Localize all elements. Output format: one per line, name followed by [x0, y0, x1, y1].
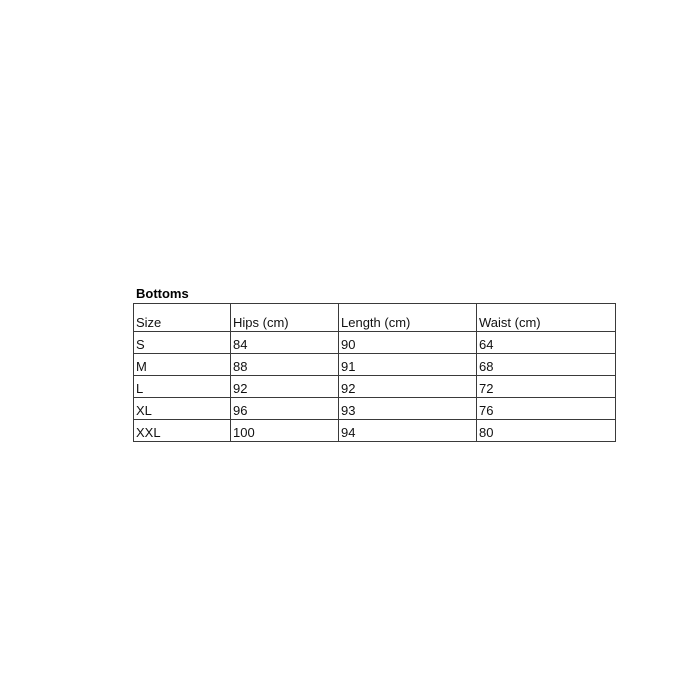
table-row [134, 376, 616, 398]
chart-title: Bottoms [136, 286, 189, 301]
table-header-row [134, 304, 616, 332]
table-row [134, 398, 616, 420]
size-table [133, 303, 616, 442]
cell-hips: 96 [231, 398, 339, 420]
cell-length: 93 [339, 398, 477, 420]
table-row [134, 420, 616, 442]
cell-waist: 64 [477, 332, 616, 354]
column-header-hips: Hips (cm) [231, 304, 339, 332]
cell-length: 91 [339, 354, 477, 376]
cell-hips: 88 [231, 354, 339, 376]
cell-hips: 100 [231, 420, 339, 442]
table-row [134, 354, 616, 376]
cell-size: L [134, 376, 231, 398]
cell-size: M [134, 354, 231, 376]
cell-waist: 68 [477, 354, 616, 376]
cell-hips: 84 [231, 332, 339, 354]
column-header-waist: Waist (cm) [477, 304, 616, 332]
cell-size: S [134, 332, 231, 354]
cell-waist: 76 [477, 398, 616, 420]
cell-size: XL [134, 398, 231, 420]
cell-hips: 92 [231, 376, 339, 398]
cell-length: 92 [339, 376, 477, 398]
cell-length: 90 [339, 332, 477, 354]
cell-waist: 80 [477, 420, 616, 442]
column-header-size: Size [134, 304, 231, 332]
table-row [134, 332, 616, 354]
cell-waist: 72 [477, 376, 616, 398]
size-chart [133, 286, 615, 442]
cell-size: XXL [134, 420, 231, 442]
column-header-length: Length (cm) [339, 304, 477, 332]
cell-length: 94 [339, 420, 477, 442]
